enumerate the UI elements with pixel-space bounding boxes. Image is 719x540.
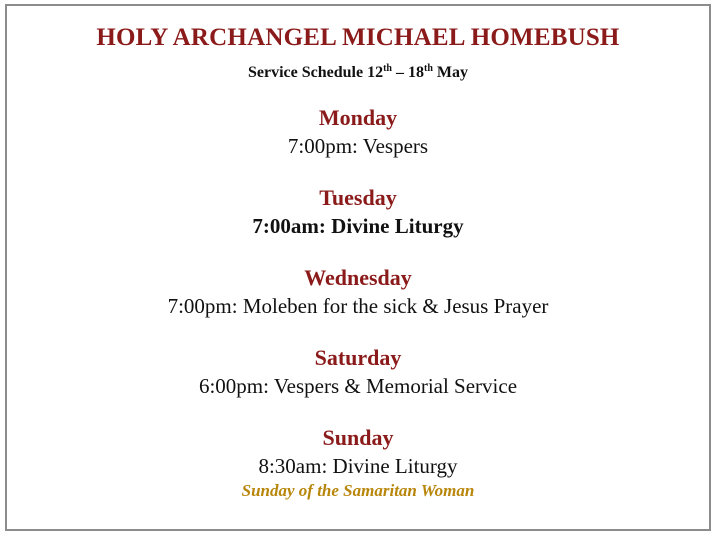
schedule-subtitle bbox=[7, 64, 709, 82]
day-heading: Saturday bbox=[314, 345, 402, 370]
day-heading: Wednesday bbox=[304, 265, 412, 290]
service-line: 7:00pm: Moleben for the sick & Jesus Prayer bbox=[167, 294, 549, 318]
day-heading: Monday bbox=[318, 105, 398, 130]
day-block-saturday bbox=[7, 344, 709, 400]
subtitle-mid: – 18 bbox=[391, 64, 424, 81]
feast-note: Sunday of the Samaritan Woman bbox=[241, 481, 475, 500]
day-heading: Sunday bbox=[322, 425, 394, 450]
subtitle-ordinal-2: th bbox=[423, 63, 433, 74]
subtitle-prefix: Service Schedule 12 bbox=[247, 64, 384, 81]
service-line: 7:00pm: Vespers bbox=[287, 134, 429, 158]
day-block-monday bbox=[7, 104, 709, 160]
schedule-frame bbox=[5, 4, 711, 531]
service-line: 8:30am: Divine Liturgy bbox=[258, 454, 458, 478]
church-title: HOLY ARCHANGEL MICHAEL HOMEBUSH bbox=[96, 24, 620, 51]
service-line: 6:00pm: Vespers & Memorial Service bbox=[198, 374, 518, 398]
day-block-wednesday bbox=[7, 264, 709, 320]
service-line: 7:00am: Divine Liturgy bbox=[252, 214, 464, 238]
day-block-tuesday bbox=[7, 184, 709, 240]
day-heading: Tuesday bbox=[319, 185, 397, 210]
subtitle-ordinal-1: th bbox=[383, 63, 392, 74]
subtitle-suffix: May bbox=[432, 64, 468, 81]
day-block-sunday bbox=[7, 424, 709, 502]
